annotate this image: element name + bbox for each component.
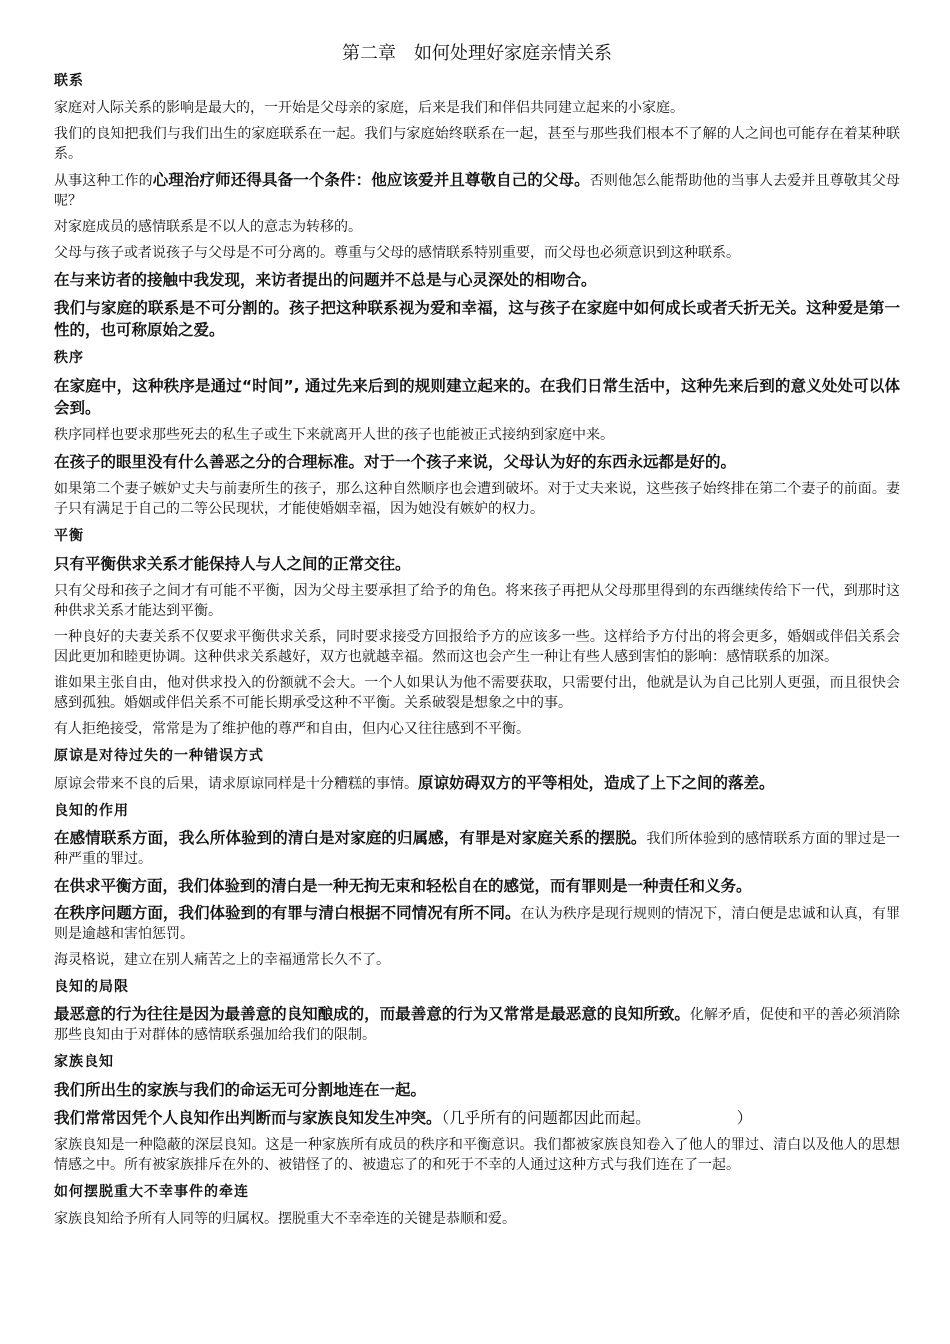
text-run: 原谅会带来不良的后果，请求原谅同样是十分糟糕的事情。 (54, 776, 418, 792)
chapter-title: 第二章 如何处理好家庭亲情关系 (342, 43, 612, 64)
text-run: 否则他怎么能帮助他的当事人去爱并且尊敬其父母呢？ (54, 173, 900, 209)
bold-text-run: 在秩序问题方面，我们体验到的有罪与清白根据不同情况有所不同。 (54, 904, 521, 922)
bold-text-run: 心理治疗师还得具备一个条件：他应该爱并且尊敬自己的父母。 (152, 171, 590, 189)
bold-paragraph: 在孩子的眼里没有什么善恶之分的合理标准。对于一个孩子来说，父母认为好的东西永远都是好的。 (54, 453, 737, 471)
paragraph: 一种良好的夫妻关系不仅要求平衡供求关系，同时要求接受方回报给予方的应该多一些。这样给予方付出的将会更多，婚姻或伴侣关系会因此更加和睦更协调。这种供求关系越好，双方也就越幸福。然而这也会产生一种让有些人感到害怕的影响：感情联系的加深。 (54, 629, 900, 665)
bold-paragraph: 在与来访者的接触中我发现，来访者提出的问题并不总是与心灵深处的相吻合。 (54, 271, 597, 289)
paragraph (54, 828, 900, 869)
section-heading-conscience-limits: 良知的局限 (54, 979, 129, 995)
bold-paragraph: 我们与家庭的联系是不可分割的。孩子把这种联系视为爱和幸福，这与孩子在家庭中如何成长或者夭折无关。这种爱是第一性的，也可称原始之爱。 (54, 299, 900, 339)
section-heading-connection: 联系 (54, 73, 84, 89)
text-run: 在认为秩序是现行规则的情况下，清白便是忠诚和认真，有罪则是逾越和害怕惩罚。 (54, 906, 900, 942)
paragraph (54, 773, 900, 794)
section-heading-order: 秩序 (54, 350, 84, 366)
paragraph (54, 170, 900, 211)
paragraph: 如果第二个妻子嫉妒丈夫与前妻所生的孩子，那么这种自然顺序也会遭到破坏。对于丈夫来说，这些孩子始终排在第二个妻子的前面。妻子只有满足于自己的二等公民现状，才能使婚姻幸福，因为她没有嫉妒的权力。 (54, 481, 900, 517)
section-heading-balance: 平衡 (54, 528, 84, 544)
paragraph: 秩序同样也要求那些死去的私生子或生下来就离开人世的孩子也能被正式接纳到家庭中来。 (54, 427, 614, 443)
section-heading-conscience-role: 良知的作用 (54, 803, 129, 819)
paragraph (54, 1107, 900, 1129)
text-run: 从事这种工作的 (54, 173, 153, 189)
bold-text-run: 在感情联系方面，我么所体验到的清白是对家庭的归属感，有罪是对家庭关系的摆脱。 (54, 829, 647, 847)
text-run: （几乎所有的问题都因此而起。 (441, 1109, 651, 1127)
paragraph: 家庭对人际关系的影响是最大的，一开始是父母亲的家庭，后来是我们和伴侣共同建立起来的小家庭。 (54, 100, 684, 116)
text-run: 我们所体验到的感情联系方面的罪过是一种严重的罪过。 (54, 831, 900, 867)
paragraph: 我们的良知把我们与我们出生的家庭联系在一起。我们与家庭始终联系在一起，甚至与那些我们根本不了解的人之间也可能存在着某种联系。 (54, 126, 900, 162)
section-heading-forgiveness: 原谅是对待过失的一种错误方式 (54, 748, 264, 764)
text-run: ） (736, 1109, 753, 1127)
paragraph: 家族良知给予所有人同等的归属权。摆脱重大不幸牵连的关键是恭顺和爱。 (54, 1211, 516, 1227)
section-heading-escape-misfortune: 如何摆脱重大不幸事件的牵连 (54, 1184, 249, 1200)
paragraph: 谁如果主张自由，他对供求投入的份额就不会大。一个人如果认为他不需要获取，只需要付出，他就是认为自己比别人更强，而且很快会感到孤独。婚姻或伴侣关系不可能长期承受这种不平衡。关系破裂是想象之中的事。 (54, 675, 900, 711)
paragraph: 有人拒绝接受，常常是为了维护他的尊严和自由，但内心又往往感到不平衡。 (54, 721, 530, 737)
paragraph: 只有父母和孩子之间才有可能不平衡，因为父母主要承担了给予的角色。将来孩子再把从父母那里得到的东西继续传给下一代，到那时这种供求关系才能达到平衡。 (54, 583, 900, 619)
bold-text-run: 最恶意的行为往往是因为最善意的良知酿成的，而最善意的行为又常常是最恶意的良知所致。 (54, 1005, 690, 1023)
bold-paragraph: 在家庭中，这种秩序是通过“时间”, 通过先来后到的规则建立起来的。在我们日常生活中，这种先来后到的意义处处可以体会到。 (54, 377, 900, 417)
paragraph (54, 1004, 900, 1045)
paragraph: 对家庭成员的感情联系是不以人的意志为转移的。 (54, 219, 362, 235)
paragraph: 父母与孩子或者说孩子与父母是不可分离的。尊重与父母的感情联系特别重要，而父母也必须意识到这种联系。 (54, 245, 740, 261)
bold-paragraph: 只有平衡供求关系才能保持人与人之间的正常交往。 (54, 555, 411, 573)
text-run: 化解矛盾，促使和平的善必须消除那些良知由于对群体的感情联系强加给我们的限制。 (54, 1007, 900, 1043)
bold-text-run: 我们常常因凭个人良知作出判断而与家族良知发生冲突。 (54, 1109, 442, 1127)
document-page (54, 42, 900, 1235)
bold-paragraph: 我们所出生的家族与我们的命运无可分割地连在一起。 (54, 1081, 427, 1099)
bold-paragraph: 在供求平衡方面，我们体验到的清白是一种无拘无束和轻松自在的感觉，而有罪则是一种责任和义务。 (54, 877, 752, 895)
paragraph (54, 903, 900, 944)
paragraph: 家族良知是一种隐蔽的深层良知。这是一种家族所有成员的秩序和平衡意识。我们都被家族良知卷入了他人的罪过、清白以及他人的思想情感之中。所有被家族排斥在外的、被错怪了的、被遗忘了的和死于不幸的人通过这种方式与我们连在了一起。 (54, 1137, 900, 1173)
bold-text-run: 原谅妨碍双方的平等相处，造成了上下之间的落差。 (418, 774, 775, 792)
section-heading-family-conscience: 家族良知 (54, 1054, 114, 1070)
paragraph: 海灵格说，建立在别人痛苦之上的幸福通常长久不了。 (54, 952, 390, 968)
